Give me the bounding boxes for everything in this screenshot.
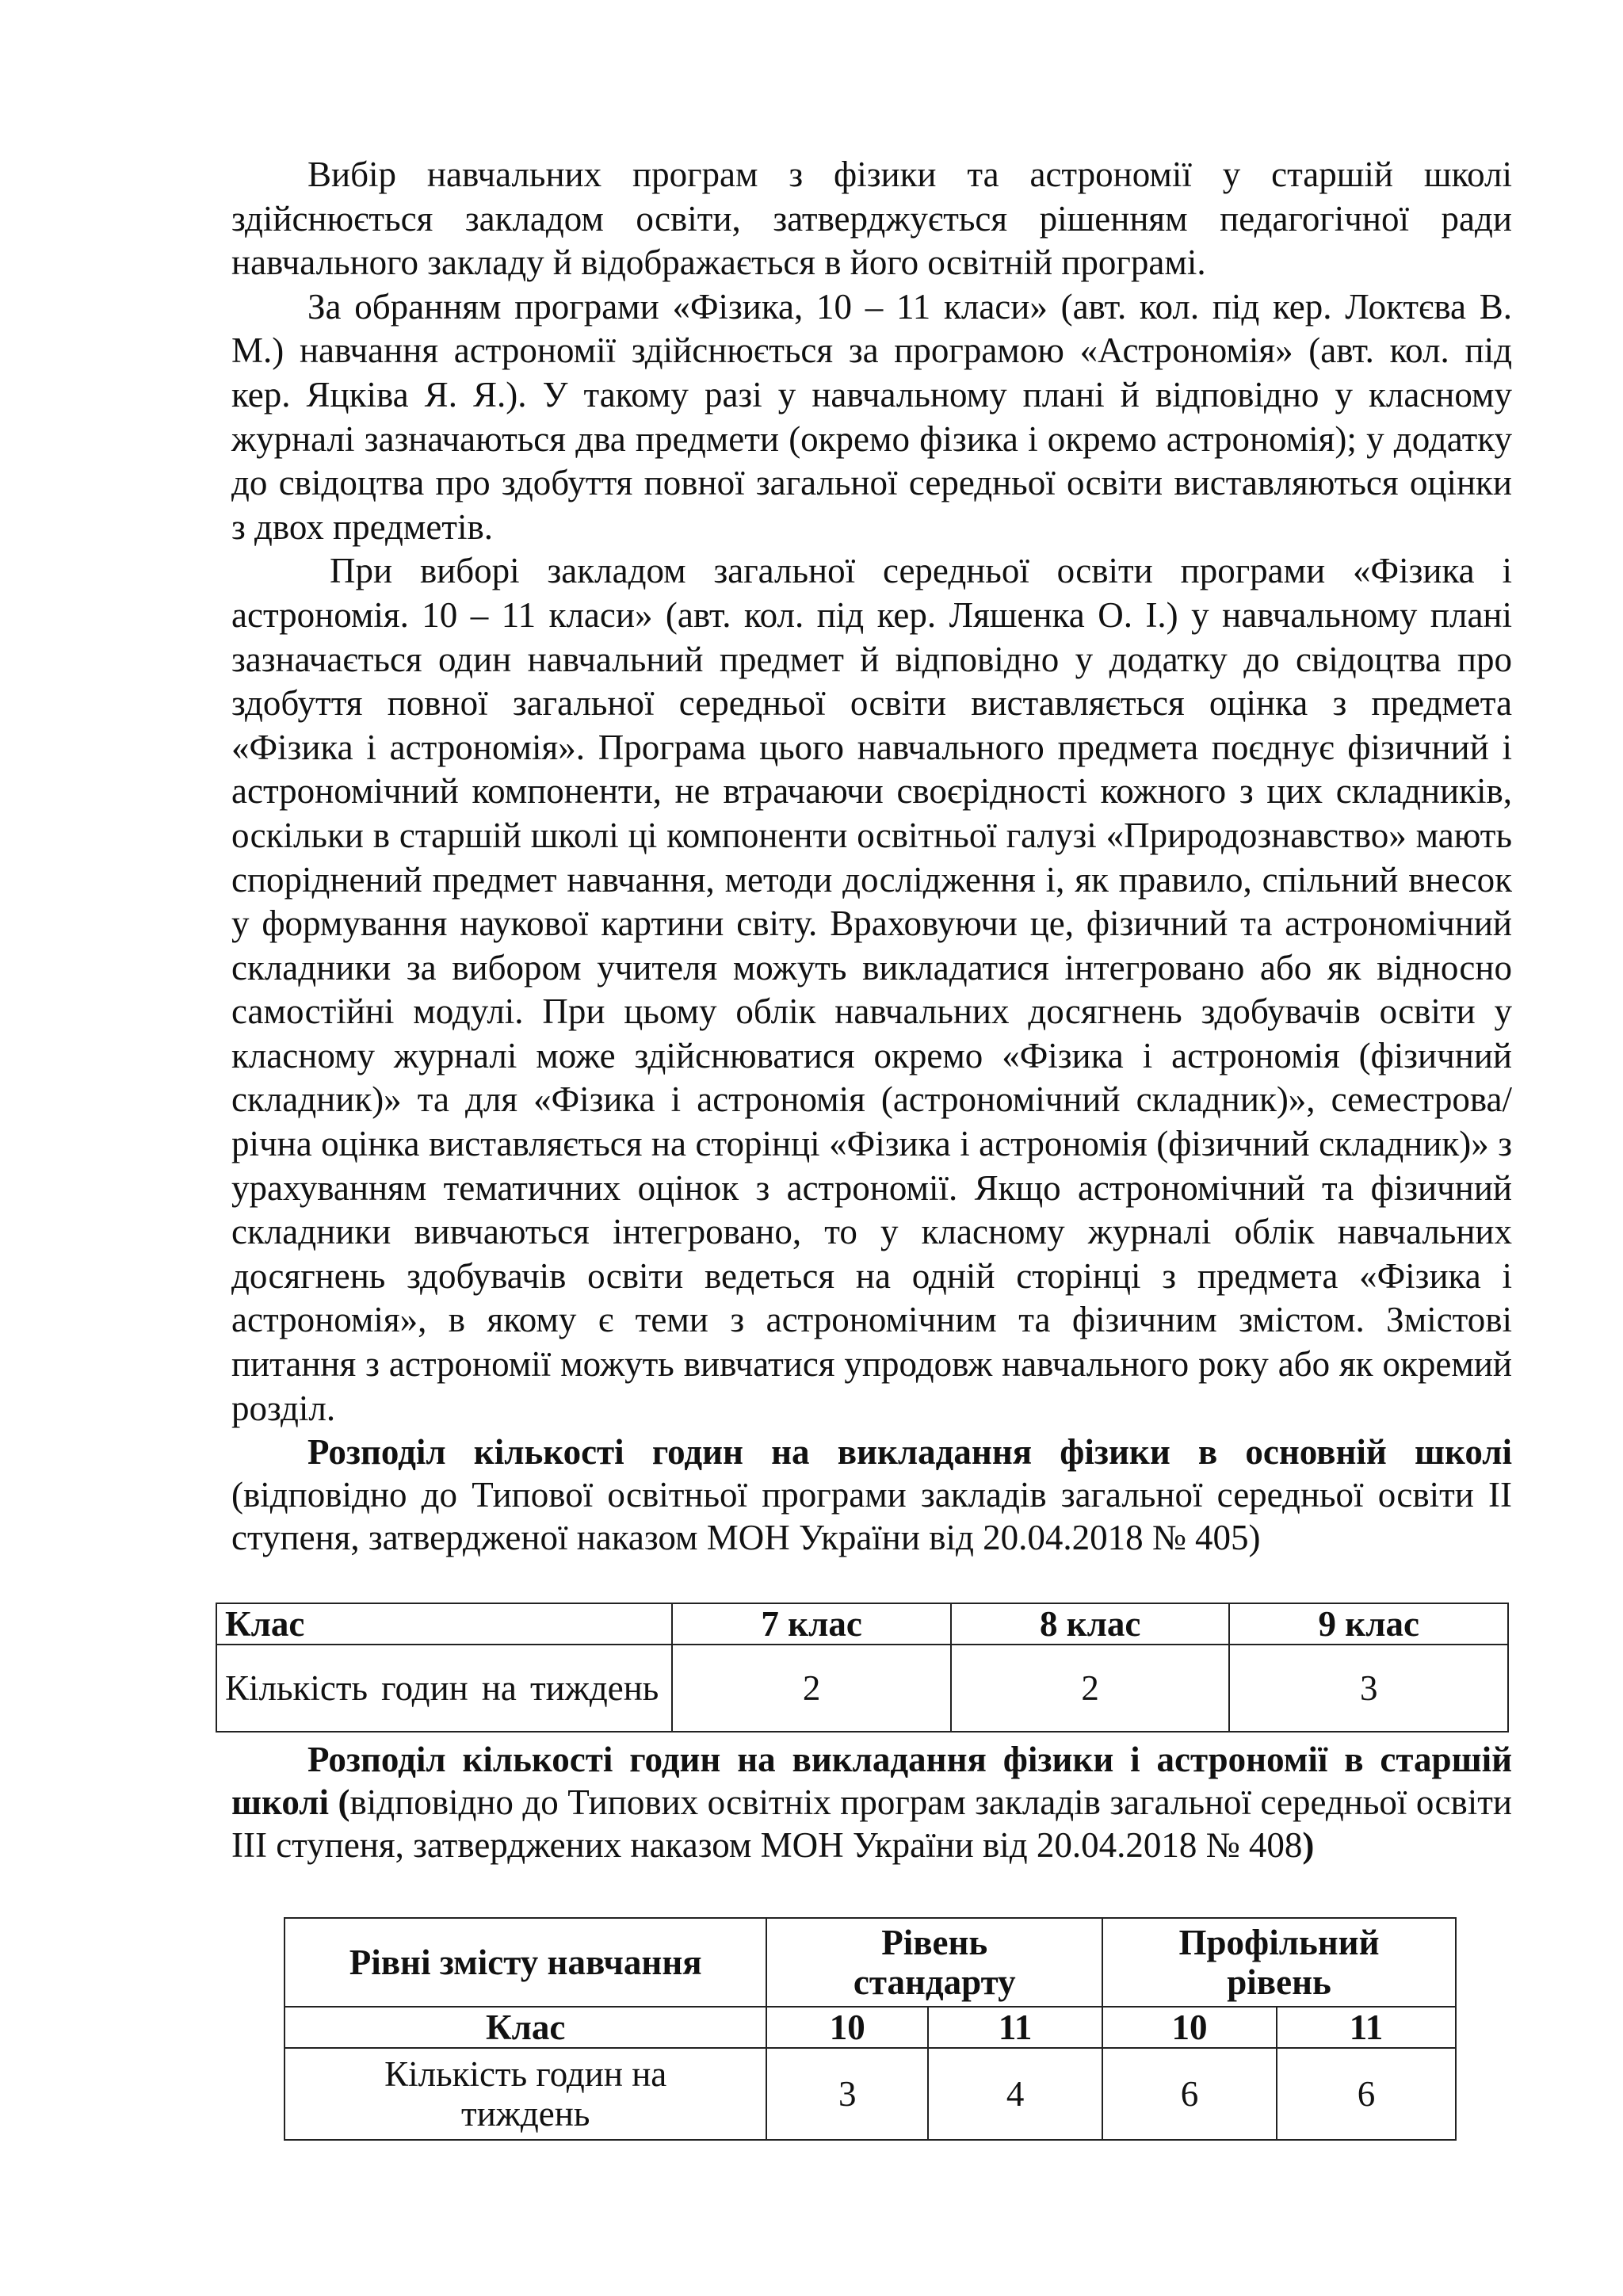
profile-level-header: Профільний рівень	[1102, 1918, 1456, 2007]
grade-header: 10	[1102, 2007, 1277, 2048]
paragraph-2: За обранням програми «Фізика, 10 – 11 класи» (авт. кол. під кер. Локтєва В. М.) навчання астрономії здійснюється за програмою «Астрономія» (авт. кол. під кер. Яцківа Я. Я.). У такому разі у навчальному плані й відповідно у класному журналі зазначаються два предмети (окремо фізика і окремо астрономія); у додатку до свідоцтва про здобуття повної загальної середньої освіти виставляються оцінки з двох предметів.	[231, 286, 1512, 547]
table-cell: 4	[928, 2048, 1102, 2140]
paragraph-1: Вибір навчальних програм з фізики та астрономії у старшій школі здійснюється закладом освіти, затверджується рішенням педагогічної ради навчального закладу й відображається в його освітній програмі.	[231, 155, 1512, 283]
grade-header: 11	[1277, 2007, 1456, 2048]
table-row-label: Кількість годин на тиждень	[285, 2048, 766, 2140]
section2-heading-block	[231, 1738, 1512, 1866]
grade-header: 11	[928, 2007, 1102, 2048]
table-row	[216, 1603, 1508, 1645]
table-row-label: Кількість годин на тиждень	[216, 1645, 672, 1732]
table-cell: 2	[951, 1645, 1230, 1732]
table-cell: 3	[766, 2048, 928, 2140]
body-text	[231, 153, 1512, 1559]
grade-header: 10	[766, 2007, 928, 2048]
section1-heading	[231, 1431, 1512, 1559]
table-row	[285, 2048, 1456, 2140]
table-cell: 6	[1277, 2048, 1456, 2140]
section2-title: Розподіл кількості годин на викладання фізики і астрономії в старшій школі (	[231, 1740, 1512, 1822]
class-header: Клас	[285, 2007, 766, 2048]
section2-note: відповідно до Типових освітніх програм закладів загальної середньої освіти III ступеня, затверджених наказом МОН України від 20.04.2018 № 408	[231, 1782, 1513, 1865]
table-header-cell: Клас	[216, 1603, 672, 1645]
table-header-cell: 7 клас	[672, 1603, 951, 1645]
table-header-cell: 8 клас	[951, 1603, 1230, 1645]
hours-table-high-school	[284, 1917, 1457, 2141]
section1-note: (відповідно до Типової освітньої програми закладів загальної середньої освіти II ступеня, затвердженої наказом МОН України від 20.04.2018 № 405)	[231, 1475, 1512, 1558]
table-row	[285, 1918, 1456, 2007]
paragraph-3: При виборі закладом загальної середньої освіти програми «Фізика і астрономія. 10 – 11 класи» (авт. кол. під кер. Ляшенка О. І.) у навчальному плані зазначається один навчальний предмет й відповідно у додатку до свідоцтва про здобуття повної загальної середньої освіти виставляється оцінка з предмета «Фізика і астрономія». Програма цього навчального предмета поєднує фізичний і астрономічний компоненти, не втрачаючи своєрідності кожного з цих складників, оскільки в старшій школі ці компоненти освітньої галузі «Природознавство» мають споріднений предмет навчання, методи дослідження і, як правило, спільний внесок у формування наукової картини світу. Враховуючи це, фізичний та астрономічний складники за вибором учителя можуть викладатися інтегровано або як відносно самостійні модулі. При цьому облік навчальних досягнень здобувачів освіти у класному журналі може здійснюватися окремо «Фізика і астрономія (фізичний складник)» та для «Фізика і астрономія (астрономічний складник)», семестрова/річна оцінка виставляється на сторінці «Фізика і астрономія (фізичний складник)» з урахуванням тематичних оцінок з астрономії. Якщо астрономічний та фізичний складники вивчаються інтегровано, то у класному журналі облік навчальних досягнень здобувачів освіти ведеться на одній сторінці з предмета «Фізика і астрономія», в якому є теми з астрономічним та фізичним змістом. Змістові питання з астрономії можуть вивчатися упродовж навчального року або як окремий розділ.	[231, 551, 1512, 1428]
table-row	[285, 2007, 1456, 2048]
table-cell: 3	[1229, 1645, 1508, 1732]
table-cell: 2	[672, 1645, 951, 1732]
section1-title: Розподіл кількості годин на викладання фізики в основній школі	[307, 1432, 1512, 1473]
table-header-cell: 9 клас	[1229, 1603, 1508, 1645]
section2-heading	[231, 1738, 1512, 1866]
standard-level-header: Рівень стандарту	[766, 1918, 1102, 2007]
table-cell: 6	[1102, 2048, 1277, 2140]
section2-close: )	[1302, 1825, 1315, 1865]
table-row	[216, 1645, 1508, 1732]
hours-table-basic-school	[216, 1603, 1509, 1733]
levels-header: Рівні змісту навчання	[285, 1918, 766, 2007]
